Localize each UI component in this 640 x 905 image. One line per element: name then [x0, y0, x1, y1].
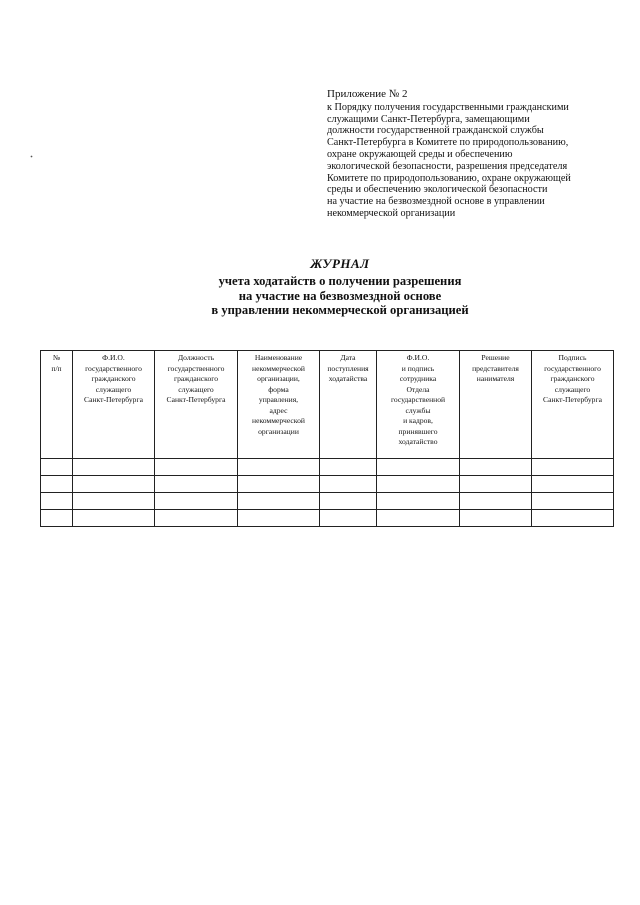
appendix-line: Санкт-Петербурга в Комитете по природопользованию,: [327, 137, 569, 149]
table-cell: [377, 459, 460, 476]
table-cell: [73, 476, 155, 493]
header-line: службы: [405, 405, 431, 415]
header-line: нанимателя: [476, 374, 515, 383]
header-line: служащего: [178, 384, 214, 394]
header-employee-name: [73, 351, 155, 459]
journal-subtitle-line: на участие на безвозмездной основе: [238, 288, 442, 303]
appendix-block: [327, 89, 617, 220]
table-cell: [377, 510, 460, 527]
table-cell: [320, 476, 377, 493]
table-cell: [155, 510, 238, 527]
header-organization: [238, 351, 320, 459]
scan-speck-mark: [30, 155, 33, 158]
table-cell: [155, 476, 238, 493]
header-line: и кадров,: [403, 416, 433, 425]
header-line: Должность: [177, 353, 215, 362]
table-cell: [41, 493, 73, 510]
header-number: [41, 351, 73, 459]
header-line: государственной: [390, 395, 446, 404]
appendix-line: должности государственной гражданской службы: [327, 125, 544, 137]
header-line: Дата: [340, 353, 356, 362]
appendix-title: Приложение № 2: [327, 88, 408, 100]
table-cell: [73, 510, 155, 527]
table-cell: [460, 510, 532, 527]
table-cell: [532, 459, 614, 476]
table-cell: [320, 493, 377, 510]
header-line: служащего: [554, 384, 591, 394]
header-employee-signature: [532, 351, 614, 459]
table-cell: [532, 510, 614, 527]
header-line: Наименование: [254, 353, 303, 362]
appendix-line: некоммерческой организации: [327, 207, 456, 219]
table-cell: [377, 493, 460, 510]
table-row: [41, 459, 614, 476]
header-line: представителя: [472, 363, 519, 373]
header-line: служащего: [95, 384, 132, 394]
header-line: ходатайства: [328, 374, 368, 383]
table-header-row: [41, 351, 614, 459]
header-line: некоммерческой: [252, 363, 305, 373]
journal-heading: ЖУРНАЛ: [310, 256, 370, 271]
header-line: Подпись: [558, 353, 587, 362]
header-line: гражданского: [91, 374, 136, 383]
header-employer-decision: [460, 351, 532, 459]
table-cell: [155, 493, 238, 510]
table-cell: [460, 493, 532, 510]
table-row: [41, 476, 614, 493]
header-line: сотрудника: [399, 374, 437, 383]
table-cell: [532, 476, 614, 493]
table-cell: [73, 459, 155, 476]
header-line: государственного: [544, 363, 601, 373]
appendix-line: экологической безопасности, разрешения председателя: [327, 160, 568, 172]
table-cell: [238, 459, 320, 476]
journal-subtitle-line: в управлении некоммерческой организацией: [211, 303, 469, 318]
header-line: Решение: [481, 353, 510, 362]
header-line: форма: [268, 384, 289, 394]
header-line: и подпись: [401, 363, 435, 373]
header-line: государственного: [85, 363, 142, 373]
appendix-line: охране окружающей среды и обеспечению: [327, 148, 513, 160]
header-line: поступления: [327, 363, 369, 373]
header-position: [155, 351, 238, 459]
journal-title-block: [130, 257, 550, 318]
table-cell: [320, 459, 377, 476]
table-cell: [320, 510, 377, 527]
table-cell: [41, 459, 73, 476]
header-line: некоммерческой: [252, 416, 305, 425]
journal-subtitle-line: учета ходатайств о получении разрешения: [218, 273, 462, 288]
header-date-received: [320, 351, 377, 459]
appendix-line: Комитете по природопользованию, охране окружающей: [327, 172, 571, 184]
header-line: адрес: [269, 405, 288, 415]
table-cell: [238, 493, 320, 510]
register-table: [40, 350, 614, 527]
table-cell: [41, 476, 73, 493]
table-cell: [377, 476, 460, 493]
header-line: Ф.И.О.: [406, 353, 430, 362]
header-line: управления,: [258, 395, 299, 404]
appendix-line: на участие на безвозмездной основе в управлении: [327, 196, 545, 208]
header-line: принявшего: [398, 426, 438, 436]
header-line: Санкт-Петербурга: [543, 395, 602, 404]
appendix-line: к Порядку получения государственными гражданскими: [327, 101, 569, 113]
header-line: организации,: [257, 374, 300, 383]
header-line: №: [52, 353, 61, 362]
table-cell: [41, 510, 73, 527]
table-cell: [73, 493, 155, 510]
table-cell: [155, 459, 238, 476]
table-cell: [532, 493, 614, 510]
table-cell: [238, 476, 320, 493]
table-cell: [460, 459, 532, 476]
header-receiving-officer: [377, 351, 460, 459]
table-cell: [460, 476, 532, 493]
appendix-line: среды и обеспечению экологической безопасности: [327, 184, 548, 196]
header-line: гражданского: [550, 374, 595, 383]
header-line: государственного: [167, 363, 225, 373]
header-line: Ф.И.О.: [102, 353, 125, 362]
header-line: ходатайство: [398, 437, 438, 446]
table-row: [41, 493, 614, 510]
table-cell: [238, 510, 320, 527]
header-line: Отдела: [406, 384, 430, 394]
header-line: организации: [258, 426, 299, 436]
header-line: п/п: [51, 363, 62, 373]
table-row: [41, 510, 614, 527]
header-line: Санкт-Петербурга: [84, 395, 143, 404]
header-line: гражданского: [173, 374, 219, 383]
header-line: Санкт-Петербурга: [166, 395, 226, 404]
appendix-line: служащими Санкт-Петербурга, замещающими: [327, 113, 530, 125]
